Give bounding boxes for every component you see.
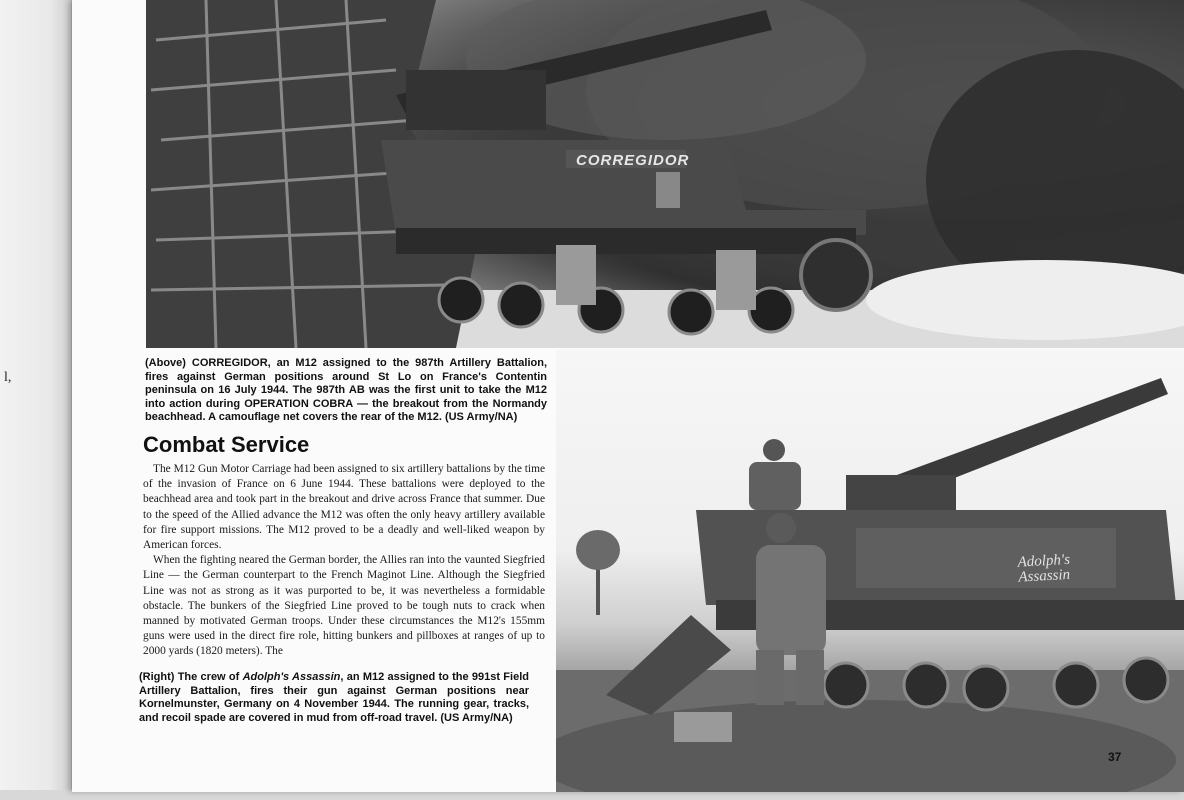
caption-right-vehicle-name: Adolph's Assassin: [242, 671, 341, 683]
body-text: [143, 462, 545, 660]
photo-corregidor-m12: [146, 0, 1184, 348]
corregidor-scene-illustration: [146, 0, 1184, 348]
caption-right: [139, 671, 529, 725]
section-title: Combat Service: [143, 432, 310, 457]
caption-above-text: CORREGIDOR, an M12 assigned to the 987th Artillery Battalion, fires against German positions around St Lo on France's Contentin peninsula on 16 July 1944. The 987th AB was the first unit to take the M12 into action during OPERATION COBRA — the breakout from the Normandy beachhead. A camouflage net covers the rear of the M12. (US Army/NA): [145, 357, 548, 424]
body-paragraph: The M12 Gun Motor Carriage had been assigned to six artillery battalions by the time of the invasion of France on 6 June 1944. These battalions were deployed to the beachhead area and took part in the breakout and drive across France that summer. Due to the speed of the Allied advance the M12 was often the only heavy artillery available for fire support missions. The M12 proved to be a deadly and well-liked weapon by American forces.: [143, 463, 545, 552]
page-number: 37: [1108, 750, 1122, 764]
previous-page-text-fragment: l,: [4, 370, 12, 385]
corregidor-marking: CORREGIDOR: [576, 152, 690, 169]
caption-right-lead: (Right) The crew of: [139, 671, 243, 683]
caption-right-text: , an M12 assigned to the 991st Field Artillery Battalion, fires their gun against German positions near Kornelmunster, Germany on 4 November 1944. The running gear, tracks, and recoil spade are covered in mud from off-road travel. (US Army/NA): [139, 671, 529, 724]
caption-above: [145, 357, 547, 425]
photo-adolphs-assassin-m12: [556, 350, 1184, 792]
body-paragraph: When the fighting neared the German border, the Allies ran into the vaunted Siegfried Line — the German counterpart to the French Maginot Line. Although the Siegfried Line was not as strong as it was purported to be, it was nevertheless a formidable obstacle. The bunkers of the Siegfried Line proved to be tough nuts to crack when manned by motivated German troops. Under these circumstances the M12's 155mm guns were used in the direct fire role, hitting bunkers and pillboxes at ranges of up to 2000 yards (1820 meters). The: [143, 554, 545, 658]
previous-page-edge: [0, 0, 72, 790]
adolphs-assassin-marking: Adolph's Assassin: [1017, 551, 1071, 586]
caption-above-lead: (Above): [145, 357, 192, 369]
